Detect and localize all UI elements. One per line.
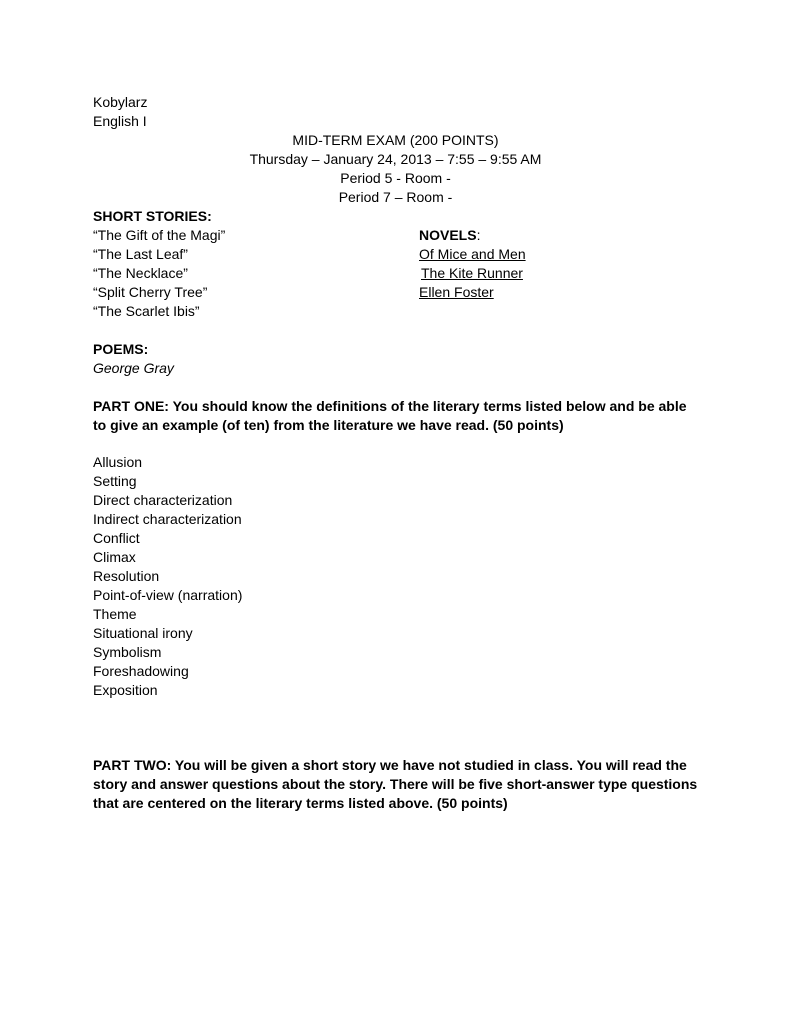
exam-date-time: Thursday – January 24, 2013 – 7:55 – 9:55 AM xyxy=(249,151,542,167)
short-stories-heading: SHORT STORIES: xyxy=(93,208,212,224)
course-name: English I xyxy=(93,113,147,129)
short-story-item: “The Scarlet Ibis” xyxy=(93,303,200,319)
short-story-item: “Split Cherry Tree” xyxy=(93,284,208,300)
teacher-name: Kobylarz xyxy=(93,94,148,110)
literary-term: Setting xyxy=(93,473,137,489)
literary-term: Indirect characterization xyxy=(93,511,242,527)
short-story-item: “The Necklace” xyxy=(93,265,188,281)
literary-term: Theme xyxy=(93,606,137,622)
literary-term: Situational irony xyxy=(93,625,193,641)
short-story-item: “The Gift of the Magi” xyxy=(93,227,226,243)
novel-item: Of Mice and Men xyxy=(419,246,526,262)
literary-term: Symbolism xyxy=(93,644,162,660)
part-one-instructions: PART ONE: You should know the definitions of the literary terms listed below and be able to give an example (of ten) from the literature we have read. (50 points) xyxy=(93,398,687,433)
novels-heading xyxy=(419,226,480,245)
poems-heading: POEMS: xyxy=(93,341,149,357)
novels-heading-colon: : xyxy=(476,227,481,243)
literary-term: Conflict xyxy=(93,530,140,546)
short-story-item: “The Last Leaf” xyxy=(93,246,188,262)
literary-term: Direct characterization xyxy=(93,492,233,508)
literary-term: Climax xyxy=(93,549,136,565)
exam-title: MID-TERM EXAM (200 POINTS) xyxy=(292,132,499,148)
period-7-room: Period 7 – Room - xyxy=(338,189,453,205)
literary-term: Resolution xyxy=(93,568,160,584)
literary-term: Point-of-view (narration) xyxy=(93,587,243,603)
novel-item: Ellen Foster xyxy=(419,284,494,300)
poem-item: George Gray xyxy=(93,360,174,376)
part-two-instructions: PART TWO: You will be given a short story we have not studied in class. You will read the story and answer questions about the story. There will be five short-answer type questions that are centered on the literary terms listed above. (50 points) xyxy=(93,757,698,811)
novel-item: The Kite Runner xyxy=(421,265,523,281)
literary-term: Foreshadowing xyxy=(93,663,189,679)
novels-heading-label: NOVELS xyxy=(419,227,477,243)
literary-term: Allusion xyxy=(93,454,143,470)
literary-term: Exposition xyxy=(93,682,158,698)
period-5-room: Period 5 - Room - xyxy=(340,170,451,186)
